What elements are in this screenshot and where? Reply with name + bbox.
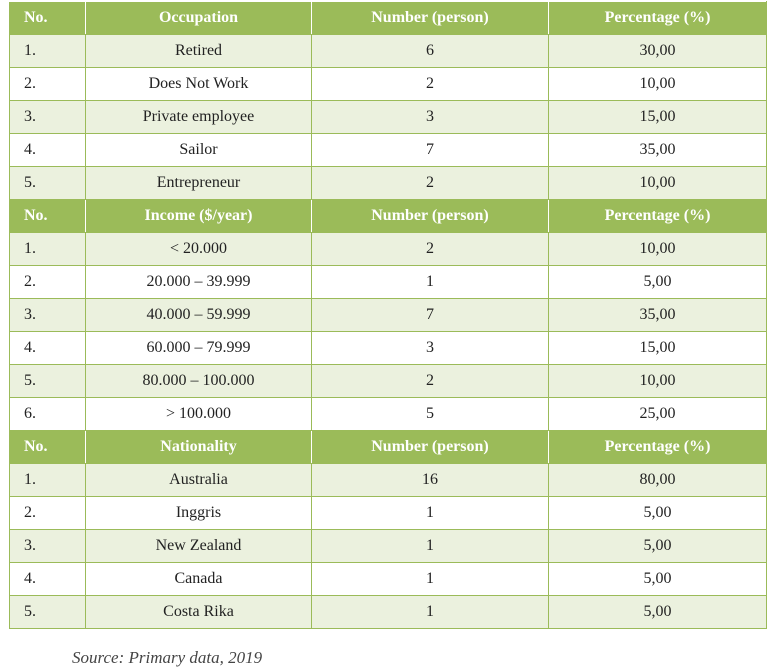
section-header-row	[10, 200, 767, 233]
cell-percentage: 5,00	[549, 530, 767, 563]
cell-number: 2	[312, 167, 549, 200]
cell-percentage: 35,00	[549, 134, 767, 167]
header-cell-category: Income ($/year)	[86, 200, 312, 233]
table-row	[10, 101, 767, 134]
cell-percentage: 10,00	[549, 167, 767, 200]
cell-no: 2.	[10, 68, 86, 101]
cell-number: 2	[312, 68, 549, 101]
cell-no: 3.	[10, 101, 86, 134]
cell-no: 1.	[10, 464, 86, 497]
cell-category: 80.000 – 100.000	[86, 365, 312, 398]
table-row	[10, 464, 767, 497]
cell-no: 5.	[10, 596, 86, 629]
cell-no: 1.	[10, 35, 86, 68]
cell-category: Inggris	[86, 497, 312, 530]
cell-percentage: 5,00	[549, 563, 767, 596]
cell-no: 1.	[10, 233, 86, 266]
cell-category: > 100.000	[86, 398, 312, 431]
section-header-row	[10, 431, 767, 464]
cell-number: 7	[312, 299, 549, 332]
table-row	[10, 299, 767, 332]
cell-percentage: 5,00	[549, 596, 767, 629]
cell-number: 3	[312, 332, 549, 365]
cell-percentage: 5,00	[549, 266, 767, 299]
cell-category: 60.000 – 79.999	[86, 332, 312, 365]
cell-percentage: 35,00	[549, 299, 767, 332]
table-row	[10, 596, 767, 629]
table-row	[10, 167, 767, 200]
cell-number: 1	[312, 596, 549, 629]
cell-percentage: 30,00	[549, 35, 767, 68]
cell-number: 3	[312, 101, 549, 134]
cell-number: 6	[312, 35, 549, 68]
table-row	[10, 365, 767, 398]
cell-no: 4.	[10, 332, 86, 365]
cell-category: Does Not Work	[86, 68, 312, 101]
cell-category: 20.000 – 39.999	[86, 266, 312, 299]
cell-category: Entrepreneur	[86, 167, 312, 200]
section-header-row	[10, 2, 767, 35]
header-cell-number: Number (person)	[312, 200, 549, 233]
table-row	[10, 68, 767, 101]
header-cell-category: Nationality	[86, 431, 312, 464]
cell-category: Sailor	[86, 134, 312, 167]
cell-no: 2.	[10, 266, 86, 299]
cell-number: 5	[312, 398, 549, 431]
header-cell-no: No.	[10, 431, 86, 464]
cell-category: Private employee	[86, 101, 312, 134]
cell-number: 2	[312, 233, 549, 266]
cell-category: Canada	[86, 563, 312, 596]
cell-number: 7	[312, 134, 549, 167]
cell-no: 3.	[10, 299, 86, 332]
respondent-profile-table	[9, 1, 767, 629]
table-row	[10, 266, 767, 299]
table-row	[10, 134, 767, 167]
source-note: Source: Primary data, 2019	[72, 648, 263, 667]
header-cell-percentage: Percentage (%)	[549, 431, 767, 464]
cell-category: 40.000 – 59.999	[86, 299, 312, 332]
table-row	[10, 530, 767, 563]
table-row	[10, 563, 767, 596]
table-row	[10, 233, 767, 266]
header-cell-percentage: Percentage (%)	[549, 2, 767, 35]
header-cell-number: Number (person)	[312, 2, 549, 35]
cell-number: 1	[312, 497, 549, 530]
table-row	[10, 497, 767, 530]
cell-no: 2.	[10, 497, 86, 530]
cell-percentage: 25,00	[549, 398, 767, 431]
cell-no: 4.	[10, 563, 86, 596]
table-row	[10, 332, 767, 365]
cell-percentage: 15,00	[549, 101, 767, 134]
cell-percentage: 5,00	[549, 497, 767, 530]
table-row	[10, 35, 767, 68]
cell-no: 6.	[10, 398, 86, 431]
cell-number: 2	[312, 365, 549, 398]
header-cell-percentage: Percentage (%)	[549, 200, 767, 233]
header-cell-no: No.	[10, 2, 86, 35]
cell-number: 1	[312, 266, 549, 299]
cell-category: Costa Rika	[86, 596, 312, 629]
cell-percentage: 10,00	[549, 365, 767, 398]
cell-no: 4.	[10, 134, 86, 167]
header-cell-no: No.	[10, 200, 86, 233]
header-cell-category: Occupation	[86, 2, 312, 35]
cell-number: 1	[312, 530, 549, 563]
header-cell-number: Number (person)	[312, 431, 549, 464]
cell-no: 3.	[10, 530, 86, 563]
cell-number: 16	[312, 464, 549, 497]
cell-percentage: 80,00	[549, 464, 767, 497]
cell-category: Retired	[86, 35, 312, 68]
table-row	[10, 398, 767, 431]
cell-percentage: 10,00	[549, 233, 767, 266]
cell-no: 5.	[10, 365, 86, 398]
cell-percentage: 10,00	[549, 68, 767, 101]
cell-category: < 20.000	[86, 233, 312, 266]
cell-number: 1	[312, 563, 549, 596]
cell-category: New Zealand	[86, 530, 312, 563]
cell-no: 5.	[10, 167, 86, 200]
table-body	[10, 2, 767, 629]
cell-category: Australia	[86, 464, 312, 497]
cell-percentage: 15,00	[549, 332, 767, 365]
